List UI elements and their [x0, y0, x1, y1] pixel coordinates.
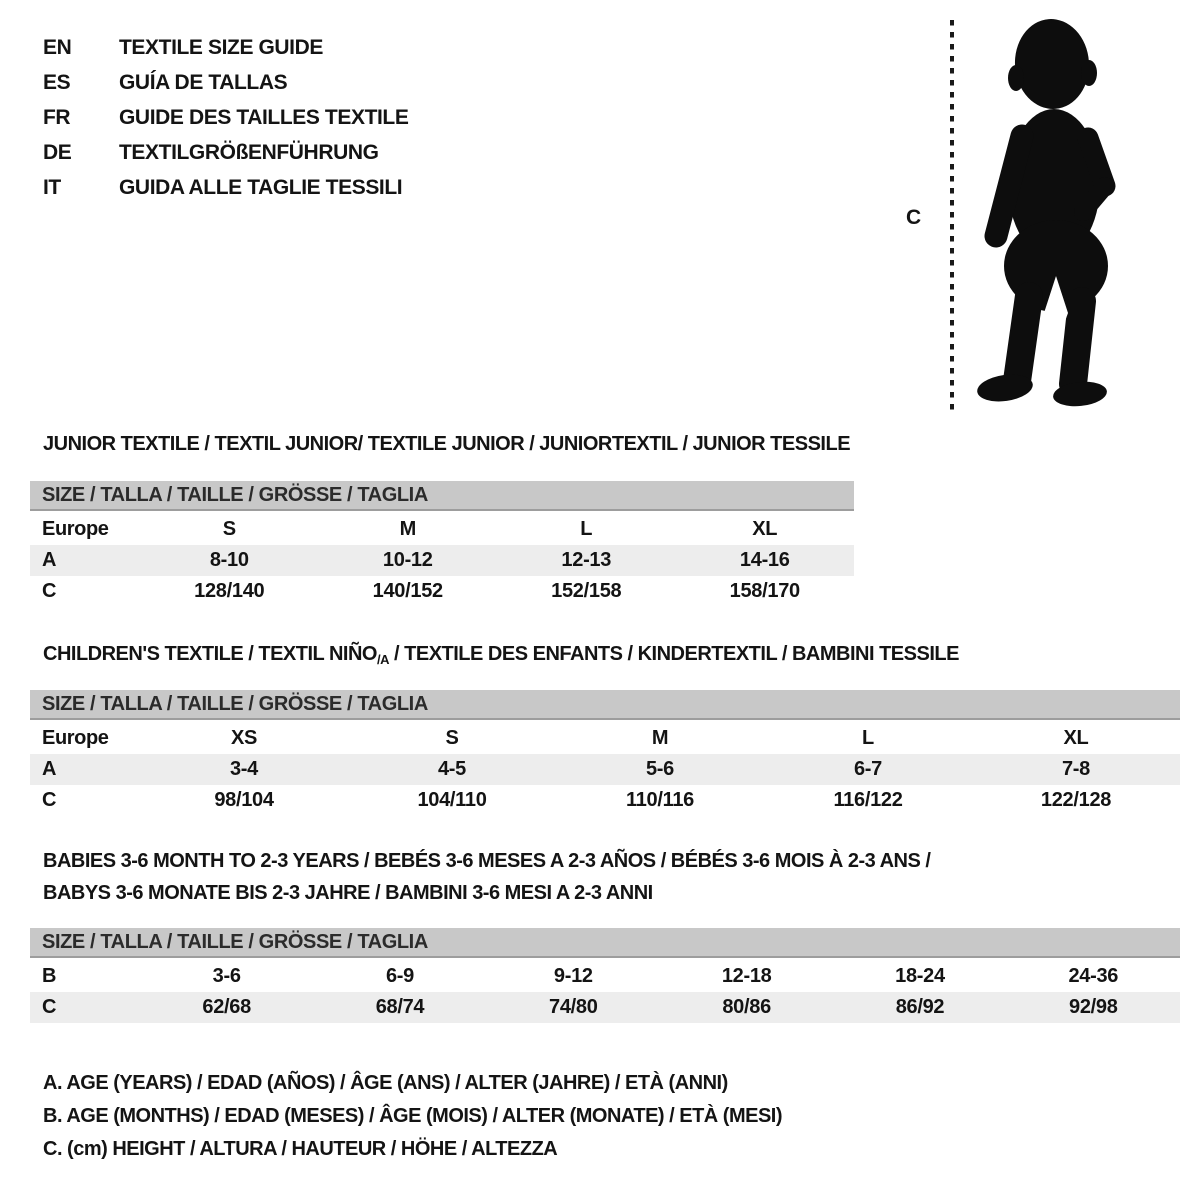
babies-row-months	[30, 961, 1180, 992]
lang-title: GUÍA DE TALLAS	[119, 70, 288, 94]
height-value: 98/104	[214, 789, 274, 811]
lang-code: EN	[43, 35, 72, 59]
row-label: Europe	[42, 727, 109, 749]
children-row-europe	[30, 723, 1180, 754]
age-value: 8-10	[209, 549, 249, 571]
lang-title: TEXTILGRÖßENFÜHRUNG	[119, 140, 379, 164]
language-title-list	[43, 30, 408, 205]
height-value: 122/128	[1040, 789, 1112, 811]
height-value: 104/110	[417, 789, 487, 811]
size-value: S	[222, 518, 236, 540]
lang-title: TEXTILE SIZE GUIDE	[119, 35, 323, 59]
age-value: 12-13	[561, 549, 612, 571]
height-value: 110/116	[626, 789, 694, 811]
months-value: 24-36	[1068, 965, 1119, 987]
children-section-title	[43, 643, 959, 667]
legend-height-cm: C. (cm) HEIGHT / ALTURA / HAUTEUR / HÖHE / ALTEZZA	[43, 1138, 558, 1160]
height-value: 86/92	[895, 996, 945, 1018]
height-value: 128/140	[194, 580, 265, 602]
lang-code: DE	[43, 140, 72, 164]
height-value: 152/158	[551, 580, 622, 602]
age-value: 3-4	[229, 758, 258, 780]
lang-code: ES	[43, 70, 71, 94]
babies-row-height	[30, 992, 1180, 1023]
children-title-main: CHILDREN'S TEXTILE / TEXTIL NIÑO	[43, 643, 377, 665]
height-value: 68/74	[375, 996, 425, 1018]
legend-age-months: B. AGE (MONTHS) / EDAD (MESES) / ÂGE (MOIS) / ALTER (MONATE) / ETÀ (MESI)	[43, 1105, 783, 1127]
months-value: 3-6	[212, 965, 241, 987]
size-value: M	[399, 518, 416, 540]
age-value: 6-7	[853, 758, 882, 780]
height-value: 116/122	[833, 789, 903, 811]
age-value: 5-6	[645, 758, 674, 780]
legend-age-years: A. AGE (YEARS) / EDAD (AÑOS) / ÂGE (ANS) / ALTER (JAHRE) / ETÀ (ANNI)	[43, 1072, 728, 1094]
size-value: M	[651, 727, 669, 749]
junior-row-height	[30, 576, 854, 607]
age-value: 7-8	[1061, 758, 1090, 780]
row-label: Europe	[42, 518, 109, 540]
size-value: XL	[752, 518, 778, 540]
height-value: 62/68	[202, 996, 251, 1018]
row-label: A	[42, 549, 57, 571]
age-value: 14-16	[739, 549, 790, 571]
lang-title: GUIDE DES TAILLES TEXTILE	[119, 105, 409, 129]
months-value: 9-12	[553, 965, 593, 987]
size-value: XS	[230, 727, 258, 749]
baby-silhouette	[944, 14, 1140, 414]
babies-size-table	[30, 928, 1180, 1023]
size-value: S	[445, 727, 459, 749]
height-value: 158/170	[729, 580, 800, 602]
babies-section-title-line2: BABYS 3-6 MONATE BIS 2-3 JAHRE / BAMBINI 3-6 MESI A 2-3 ANNI	[43, 882, 653, 904]
size-value: L	[862, 727, 874, 749]
months-value: 6-9	[385, 965, 414, 987]
row-label: A	[42, 758, 57, 780]
junior-section-title: JUNIOR TEXTILE / TEXTIL JUNIOR/ TEXTILE JUNIOR / JUNIORTEXTIL / JUNIOR TESSILE	[43, 433, 851, 455]
height-value: 74/80	[549, 996, 598, 1018]
children-row-height	[30, 785, 1180, 816]
children-size-header-bar: SIZE / TALLA / TAILLE / GRÖSSE / TAGLIA	[30, 690, 1180, 720]
height-measure-label: C	[906, 206, 922, 229]
lang-title: GUIDA ALLE TAGLIE TESSILI	[119, 175, 403, 199]
babies-section-title-line1: BABIES 3-6 MONTH TO 2-3 YEARS / BEBÉS 3-6 MESES A 2-3 AÑOS / BÉBÉS 3-6 MOIS À 2-3 ANS /	[43, 850, 931, 872]
lang-row-en	[43, 30, 408, 65]
age-value: 4-5	[437, 758, 466, 780]
lang-row-fr	[43, 100, 408, 135]
children-title-rest: / TEXTILE DES ENFANTS / KINDERTEXTIL / BAMBINI TESSILE	[388, 643, 959, 665]
junior-row-europe	[30, 514, 854, 545]
junior-size-header-bar: SIZE / TALLA / TAILLE / GRÖSSE / TAGLIA	[30, 481, 854, 511]
row-label: C	[42, 580, 57, 602]
junior-row-age	[30, 545, 854, 576]
height-value: 80/86	[722, 996, 771, 1018]
babies-size-header-bar: SIZE / TALLA / TAILLE / GRÖSSE / TAGLIA	[30, 928, 1180, 958]
children-size-table	[30, 690, 1180, 816]
row-label: B	[42, 965, 57, 987]
lang-code: FR	[43, 105, 71, 129]
months-value: 12-18	[721, 965, 772, 987]
size-value: L	[580, 518, 593, 540]
children-row-age	[30, 754, 1180, 785]
lang-code: IT	[43, 175, 61, 199]
row-label: C	[42, 996, 57, 1018]
months-value: 18-24	[895, 965, 945, 987]
age-value: 10-12	[382, 549, 433, 571]
lang-row-it	[43, 170, 408, 205]
row-label: C	[42, 789, 57, 811]
size-value: XL	[1063, 727, 1089, 749]
lang-row-de	[43, 135, 408, 170]
children-title-sub: /A	[376, 652, 389, 667]
junior-size-table	[30, 481, 854, 607]
height-value: 92/98	[1069, 996, 1118, 1018]
lang-row-es	[43, 65, 408, 100]
height-value: 140/152	[372, 580, 443, 602]
